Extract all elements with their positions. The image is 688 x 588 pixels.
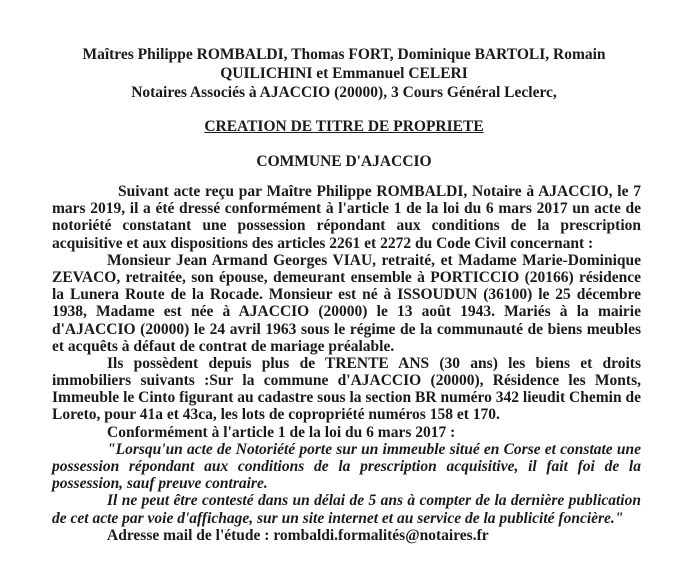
text-line: "Lorsqu'un acte de Notoriété porte sur un immeuble situé en Corse et constate une bbox=[107, 440, 641, 458]
paragraph-quote-2 bbox=[52, 492, 641, 526]
paragraph-parties bbox=[52, 252, 641, 355]
document-title: CREATION DE TITRE DE PROPRIETE bbox=[204, 118, 484, 135]
paragraph-quote-1 bbox=[52, 441, 641, 493]
text-line: acquisitive et aux dispositions des articles 2261 et 2272 du Code Civil concernant : bbox=[52, 234, 594, 252]
paragraph-conformement bbox=[52, 424, 641, 441]
text-line: d'AJACCIO (20000) le 24 avril 1963 sous le régime de la communauté de biens meubles bbox=[52, 320, 641, 338]
paragraph-email bbox=[52, 527, 641, 544]
text-line: Ils possèdent depuis plus de TRENTE ANS (30 ans) les biens et droits bbox=[107, 354, 641, 372]
text-line: possession répondant aux conditions de la prescription acquisitive, il fait foi de la bbox=[52, 458, 641, 475]
office-email: Adresse mail de l'étude : rombaldi.formalités@notaires.fr bbox=[107, 526, 489, 544]
text-line: la Lunera Route de la Rocade. Monsieur est né à ISSOUDUN (36100) le 25 décembre bbox=[52, 286, 641, 304]
text-line: Monsieur Jean Armand Georges VIAU, retraité, et Madame Marie-Dominique bbox=[107, 251, 641, 269]
text-line: Il ne peut être contesté dans un délai de 5 ans à compter de la dernière publication bbox=[107, 492, 641, 510]
text-line: et acquêts à défaut de contrat de mariage préalable. bbox=[52, 337, 395, 355]
paragraph-biens bbox=[52, 355, 641, 424]
notaries-names-line-2: QUILICHINI et Emmanuel CELERI bbox=[220, 65, 468, 82]
notaries-names-line-1: Maîtres Philippe ROMBALDI, Thomas FORT, Dominique BARTOLI, Romain bbox=[82, 46, 606, 63]
text-line: 1938, Madame est née à AJACCIO (20000) le 13 août 1943. Mariés à la mairie bbox=[52, 303, 641, 321]
text-line: notoriété constatant une possession répondant aux conditions de la prescription bbox=[52, 217, 641, 235]
text-line: Conformément à l'article 1 de la loi du 6 mars 2017 : bbox=[107, 423, 456, 441]
text-line: de cet acte par voie d'affichage, sur un site internet et au service de la publicité foncière." bbox=[52, 509, 624, 527]
text-line: ZEVACO, retraitée, son épouse, demeurant ensemble à PORTICCIO (20166) résidence bbox=[52, 268, 641, 286]
text-line: possession, sauf preuve contraire. bbox=[52, 475, 268, 493]
text-line: Loreto, pour 41a et 43ca, les lots de copropriété numéros 158 et 170. bbox=[52, 406, 500, 424]
commune-heading: COMMUNE D'AJACCIO bbox=[256, 153, 432, 170]
text-line: Immeuble le Cinto figurant au cadastre sous la section BR numéro 342 lieudit Chemin de bbox=[52, 389, 641, 407]
paragraph-acte bbox=[52, 183, 641, 252]
text-line: Suivant acte reçu par Maître Philippe ROMBALDI, Notaire à AJACCIO, le 7 bbox=[118, 183, 641, 200]
text-line: mars 2019, il a été dressé conformément à l'article 1 de la loi du 6 mars 2017 un acte de bbox=[52, 200, 641, 218]
notaries-address: Notaires Associés à AJACCIO (20000), 3 Cours Général Leclerc, bbox=[131, 84, 557, 101]
text-line: immobiliers suivants :Sur la commune d'AJACCIO (20000), Résidence les Monts, bbox=[52, 372, 641, 390]
document-body bbox=[52, 183, 641, 544]
